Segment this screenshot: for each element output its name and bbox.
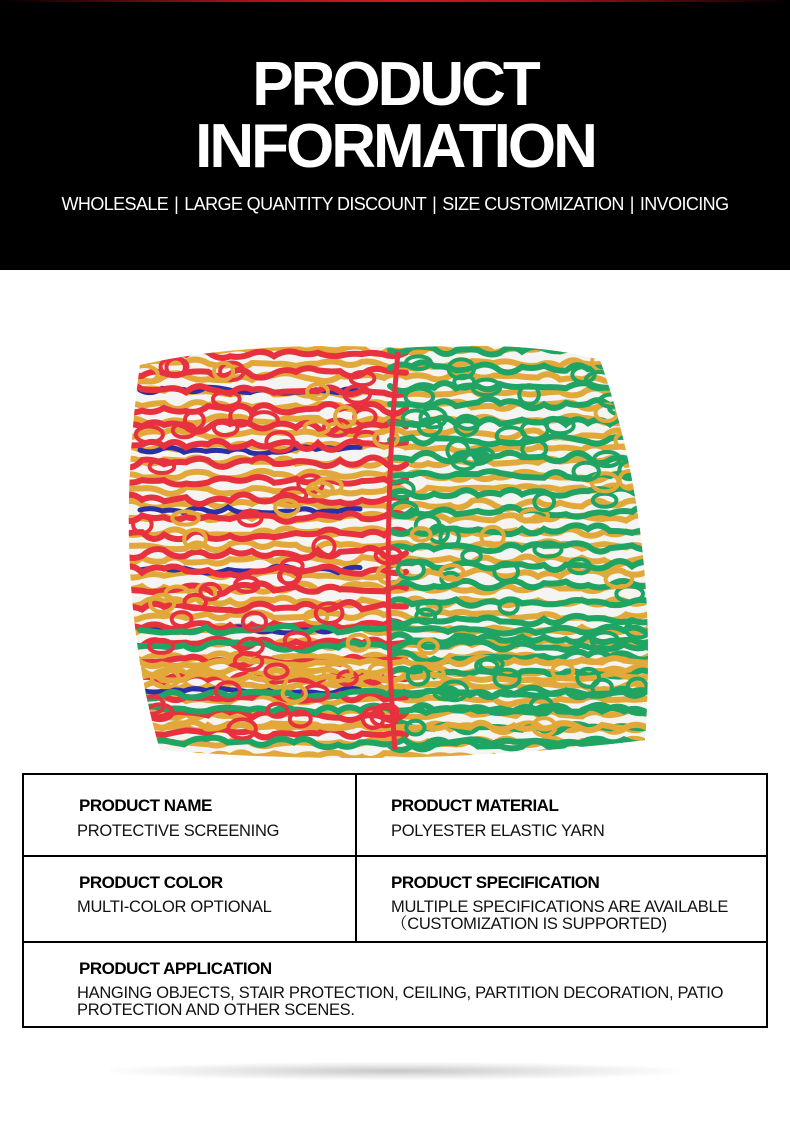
product-specification-label: PRODUCT SPECIFICATION — [391, 873, 600, 892]
product-color-label: PRODUCT COLOR — [79, 873, 223, 892]
product-application-label: PRODUCT APPLICATION — [79, 959, 272, 978]
title-line-1: PRODUCT — [252, 50, 538, 119]
product-name-label: PRODUCT NAME — [79, 796, 212, 815]
cell-product-name — [24, 775, 357, 857]
feature-discount: LARGE QUANTITY DISCOUNT — [184, 194, 427, 214]
rope-safety-net-image — [100, 330, 680, 770]
feature-wholesale: WHOLESALE — [61, 194, 169, 214]
title-line-2: INFORMATION — [195, 112, 595, 181]
product-color-value: MULTI-COLOR OPTIONAL — [77, 898, 272, 916]
product-specification-value — [391, 899, 751, 933]
spec-line-2: （CUSTOMIZATION IS SUPPORTED) — [391, 915, 667, 933]
feature-customization: SIZE CUSTOMIZATION — [442, 194, 624, 214]
cell-product-color — [24, 857, 357, 943]
product-application-value: HANGING OBJECTS, STAIR PROTECTION, CEILING, PARTITION DECORATION, PATIO PROTECTION AND OTHER SCENES. — [77, 984, 724, 1019]
product-material-value: POLYESTER ELASTIC YARN — [391, 822, 605, 840]
product-material-label: PRODUCT MATERIAL — [391, 796, 559, 815]
spec-line-1: MULTIPLE SPECIFICATIONS ARE AVAILABLE — [391, 898, 729, 916]
feature-list — [0, 194, 790, 215]
cell-product-specification — [357, 857, 766, 943]
cell-product-application — [24, 943, 766, 1026]
top-accent-line — [0, 0, 790, 2]
product-name-value: PROTECTIVE SCREENING — [77, 822, 280, 840]
separator: | — [432, 194, 437, 214]
separator: | — [174, 194, 179, 214]
product-info-table — [22, 773, 768, 1028]
cell-product-material — [357, 775, 766, 857]
separator: | — [629, 194, 634, 214]
header-banner — [0, 0, 790, 270]
feature-invoicing: INVOICING — [639, 194, 729, 214]
drop-shadow — [110, 1062, 680, 1080]
